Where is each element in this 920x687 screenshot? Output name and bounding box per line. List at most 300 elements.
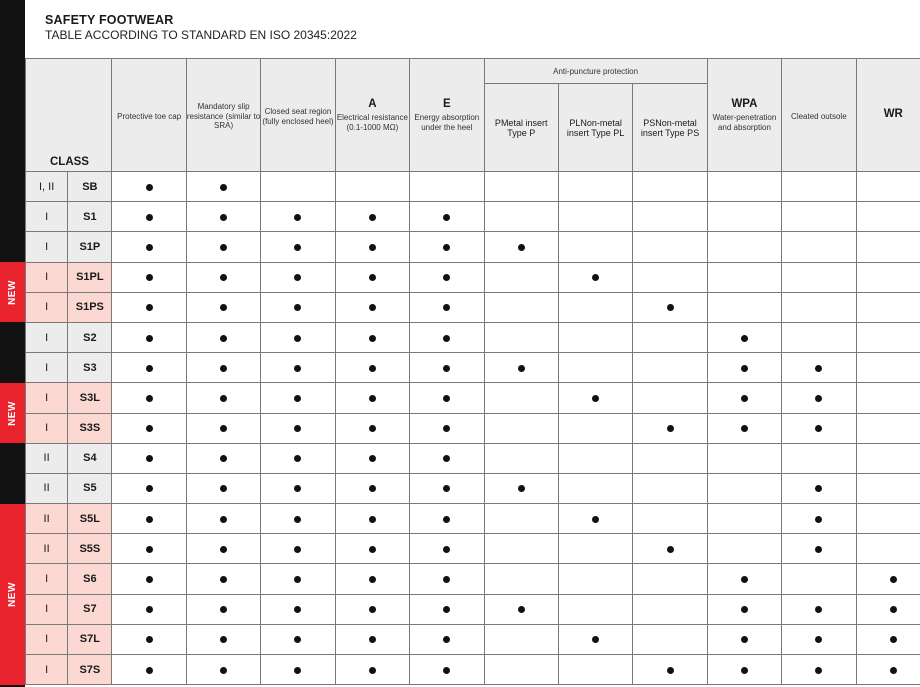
mark-cell <box>558 413 632 443</box>
class-label: CLASS <box>50 156 89 168</box>
table-row <box>26 262 920 292</box>
mark-cell <box>186 292 260 322</box>
filled-dot-icon <box>369 546 376 553</box>
mark-cell <box>856 443 920 473</box>
mark-cell <box>186 413 260 443</box>
mark-cell <box>112 232 186 262</box>
filled-dot-icon <box>146 455 153 462</box>
filled-dot-icon <box>146 636 153 643</box>
mark-cell <box>112 262 186 292</box>
mark-cell <box>558 232 632 262</box>
class-cell: I <box>26 292 68 322</box>
table-row <box>26 473 920 503</box>
mark-cell <box>558 594 632 624</box>
mark-cell <box>782 232 856 262</box>
filled-dot-icon <box>443 667 450 674</box>
mark-cell <box>335 655 409 685</box>
table-row <box>26 413 920 443</box>
mark-cell <box>633 202 707 232</box>
class-cell: I <box>26 564 68 594</box>
column-header: Closed seat region (fully enclosed heel) <box>261 59 335 172</box>
mark-cell <box>335 534 409 564</box>
class-cell: II <box>26 504 68 534</box>
mark-cell <box>112 322 186 352</box>
mark-cell <box>558 624 632 654</box>
mark-cell <box>261 172 335 202</box>
mark-cell <box>633 292 707 322</box>
mark-cell <box>410 413 484 443</box>
mark-cell <box>261 594 335 624</box>
filled-dot-icon <box>220 485 227 492</box>
mark-cell <box>856 172 920 202</box>
mark-cell <box>633 534 707 564</box>
mark-cell <box>707 594 781 624</box>
filled-dot-icon <box>220 516 227 523</box>
mark-cell <box>484 413 558 443</box>
mark-cell <box>410 594 484 624</box>
mark-cell <box>335 322 409 352</box>
mark-cell <box>782 504 856 534</box>
filled-dot-icon <box>220 546 227 553</box>
filled-dot-icon <box>369 425 376 432</box>
mark-cell <box>558 202 632 232</box>
mark-cell <box>261 262 335 292</box>
filled-dot-icon <box>369 636 376 643</box>
filled-dot-icon <box>443 274 450 281</box>
mark-cell <box>558 353 632 383</box>
mark-cell <box>856 262 920 292</box>
mark-cell <box>633 624 707 654</box>
category-cell: S3 <box>68 353 112 383</box>
mark-cell <box>261 564 335 594</box>
mark-cell <box>335 564 409 594</box>
mark-cell <box>484 624 558 654</box>
mark-cell <box>707 534 781 564</box>
filled-dot-icon <box>443 304 450 311</box>
filled-dot-icon <box>146 667 153 674</box>
filled-dot-icon <box>443 606 450 613</box>
filled-dot-icon <box>294 576 301 583</box>
filled-dot-icon <box>518 485 525 492</box>
mark-cell <box>558 473 632 503</box>
mark-cell <box>633 262 707 292</box>
filled-dot-icon <box>890 667 897 674</box>
page-title: SAFETY FOOTWEAR <box>45 13 174 27</box>
mark-cell <box>707 504 781 534</box>
category-cell: S3S <box>68 413 112 443</box>
table-row <box>26 353 920 383</box>
filled-dot-icon <box>741 395 748 402</box>
filled-dot-icon <box>443 516 450 523</box>
mark-cell <box>112 413 186 443</box>
mark-cell <box>633 473 707 503</box>
mark-cell <box>335 504 409 534</box>
mark-cell <box>410 443 484 473</box>
class-cell: I <box>26 202 68 232</box>
category-cell: S2 <box>68 322 112 352</box>
filled-dot-icon <box>220 244 227 251</box>
filled-dot-icon <box>443 485 450 492</box>
table-row <box>26 564 920 594</box>
filled-dot-icon <box>369 576 376 583</box>
mark-cell <box>633 504 707 534</box>
category-cell: S7 <box>68 594 112 624</box>
filled-dot-icon <box>369 274 376 281</box>
new-badge: NEW <box>7 400 18 426</box>
filled-dot-icon <box>146 365 153 372</box>
mark-cell <box>558 172 632 202</box>
mark-cell <box>856 322 920 352</box>
category-cell: S3L <box>68 383 112 413</box>
filled-dot-icon <box>815 365 822 372</box>
table-row <box>26 322 920 352</box>
mark-cell <box>633 383 707 413</box>
filled-dot-icon <box>294 335 301 342</box>
mark-cell <box>707 202 781 232</box>
mark-cell <box>707 655 781 685</box>
mark-cell <box>112 594 186 624</box>
mark-cell <box>707 292 781 322</box>
mark-cell <box>112 655 186 685</box>
filled-dot-icon <box>815 636 822 643</box>
mark-cell <box>856 473 920 503</box>
table-row <box>26 655 920 685</box>
mark-cell <box>633 232 707 262</box>
filled-dot-icon <box>443 395 450 402</box>
mark-cell <box>782 353 856 383</box>
page-header <box>45 13 357 43</box>
filled-dot-icon <box>815 395 822 402</box>
mark-cell <box>856 292 920 322</box>
mark-cell <box>112 292 186 322</box>
filled-dot-icon <box>294 365 301 372</box>
mark-cell <box>335 292 409 322</box>
mark-cell <box>558 655 632 685</box>
filled-dot-icon <box>294 455 301 462</box>
class-cell: I <box>26 262 68 292</box>
category-cell: S7L <box>68 624 112 654</box>
mark-cell <box>558 564 632 594</box>
mark-cell <box>707 564 781 594</box>
filled-dot-icon <box>294 485 301 492</box>
filled-dot-icon <box>815 606 822 613</box>
category-cell: S4 <box>68 443 112 473</box>
filled-dot-icon <box>443 636 450 643</box>
mark-cell <box>335 624 409 654</box>
mark-cell <box>782 564 856 594</box>
mark-cell <box>112 473 186 503</box>
class-cell: II <box>26 443 68 473</box>
filled-dot-icon <box>443 214 450 221</box>
mark-cell <box>261 383 335 413</box>
column-header: PMetal insert Type P <box>484 84 558 172</box>
filled-dot-icon <box>220 576 227 583</box>
table-row <box>26 172 920 202</box>
filled-dot-icon <box>369 485 376 492</box>
filled-dot-icon <box>294 636 301 643</box>
mark-cell <box>186 443 260 473</box>
filled-dot-icon <box>220 667 227 674</box>
mark-cell <box>335 353 409 383</box>
header-row-top <box>26 59 920 84</box>
mark-cell <box>410 353 484 383</box>
filled-dot-icon <box>220 184 227 191</box>
table-row <box>26 202 920 232</box>
mark-cell <box>707 443 781 473</box>
mark-cell <box>633 172 707 202</box>
mark-cell <box>707 322 781 352</box>
mark-cell <box>633 413 707 443</box>
mark-cell <box>484 202 558 232</box>
mark-cell <box>261 292 335 322</box>
mark-cell <box>186 262 260 292</box>
table-row <box>26 292 920 322</box>
mark-cell <box>186 202 260 232</box>
mark-cell <box>633 594 707 624</box>
filled-dot-icon <box>741 576 748 583</box>
mark-cell <box>707 353 781 383</box>
category-cell: SB <box>68 172 112 202</box>
mark-cell <box>558 383 632 413</box>
mark-cell <box>707 383 781 413</box>
mark-cell <box>186 353 260 383</box>
column-header: PLNon-metal insert Type PL <box>558 84 632 172</box>
filled-dot-icon <box>443 335 450 342</box>
filled-dot-icon <box>369 516 376 523</box>
class-cell: I <box>26 594 68 624</box>
table-row <box>26 534 920 564</box>
filled-dot-icon <box>146 274 153 281</box>
mark-cell <box>484 655 558 685</box>
mark-cell <box>261 413 335 443</box>
filled-dot-icon <box>815 667 822 674</box>
mark-cell <box>410 322 484 352</box>
mark-cell <box>112 443 186 473</box>
mark-cell <box>261 624 335 654</box>
mark-cell <box>410 383 484 413</box>
mark-cell <box>856 232 920 262</box>
mark-cell <box>782 534 856 564</box>
mark-cell <box>261 655 335 685</box>
mark-cell <box>335 473 409 503</box>
column-header: Cleated outsole <box>782 59 856 172</box>
mark-cell <box>484 292 558 322</box>
filled-dot-icon <box>815 546 822 553</box>
filled-dot-icon <box>518 606 525 613</box>
class-cell: I <box>26 353 68 383</box>
class-cell: II <box>26 534 68 564</box>
column-header: A Electrical resistance (0.1-1000 MΩ) <box>335 59 409 172</box>
filled-dot-icon <box>815 516 822 523</box>
mark-cell <box>856 504 920 534</box>
filled-dot-icon <box>294 244 301 251</box>
mark-cell <box>856 383 920 413</box>
filled-dot-icon <box>146 546 153 553</box>
category-cell: S7S <box>68 655 112 685</box>
filled-dot-icon <box>294 516 301 523</box>
filled-dot-icon <box>146 485 153 492</box>
mark-cell <box>484 353 558 383</box>
mark-cell <box>186 232 260 262</box>
mark-cell <box>335 383 409 413</box>
category-cell: S1P <box>68 232 112 262</box>
mark-cell <box>633 564 707 594</box>
filled-dot-icon <box>294 304 301 311</box>
mark-cell <box>261 202 335 232</box>
mark-cell <box>484 322 558 352</box>
mark-cell <box>633 322 707 352</box>
filled-dot-icon <box>220 304 227 311</box>
mark-cell <box>707 413 781 443</box>
table-row <box>26 624 920 654</box>
mark-cell <box>782 172 856 202</box>
mark-cell <box>707 262 781 292</box>
mark-cell <box>410 262 484 292</box>
mark-cell <box>335 202 409 232</box>
mark-cell <box>782 202 856 232</box>
category-cell: S5 <box>68 473 112 503</box>
mark-cell <box>261 353 335 383</box>
mark-cell <box>186 564 260 594</box>
class-cell: I <box>26 322 68 352</box>
mark-cell <box>558 262 632 292</box>
column-header: WR <box>856 59 920 172</box>
filled-dot-icon <box>443 244 450 251</box>
mark-cell <box>558 504 632 534</box>
filled-dot-icon <box>741 667 748 674</box>
mark-cell <box>261 322 335 352</box>
filled-dot-icon <box>518 365 525 372</box>
filled-dot-icon <box>220 455 227 462</box>
filled-dot-icon <box>294 546 301 553</box>
mark-cell <box>335 262 409 292</box>
mark-cell <box>335 443 409 473</box>
filled-dot-icon <box>146 395 153 402</box>
mark-cell <box>186 504 260 534</box>
filled-dot-icon <box>220 395 227 402</box>
mark-cell <box>410 564 484 594</box>
filled-dot-icon <box>369 335 376 342</box>
filled-dot-icon <box>220 335 227 342</box>
column-header: E Energy absorption under the heel <box>410 59 484 172</box>
class-cell: I <box>26 413 68 443</box>
mark-cell <box>782 262 856 292</box>
mark-cell <box>112 624 186 654</box>
mark-cell <box>112 202 186 232</box>
mark-cell <box>410 534 484 564</box>
mark-cell <box>856 413 920 443</box>
filled-dot-icon <box>815 425 822 432</box>
filled-dot-icon <box>220 606 227 613</box>
filled-dot-icon <box>667 425 674 432</box>
filled-dot-icon <box>890 606 897 613</box>
filled-dot-icon <box>667 546 674 553</box>
filled-dot-icon <box>369 365 376 372</box>
filled-dot-icon <box>592 636 599 643</box>
filled-dot-icon <box>220 425 227 432</box>
filled-dot-icon <box>146 244 153 251</box>
mark-cell <box>707 232 781 262</box>
mark-cell <box>186 322 260 352</box>
filled-dot-icon <box>667 304 674 311</box>
mark-cell <box>335 172 409 202</box>
filled-dot-icon <box>369 214 376 221</box>
column-header: Mandatory slip resistance (similar to SRA) <box>186 59 260 172</box>
mark-cell <box>856 534 920 564</box>
class-header <box>26 59 112 172</box>
mark-cell <box>633 655 707 685</box>
mark-cell <box>782 322 856 352</box>
mark-cell <box>112 534 186 564</box>
mark-cell <box>261 232 335 262</box>
mark-cell <box>112 353 186 383</box>
filled-dot-icon <box>592 274 599 281</box>
mark-cell <box>410 504 484 534</box>
mark-cell <box>261 504 335 534</box>
mark-cell <box>856 202 920 232</box>
table-row <box>26 232 920 262</box>
class-cell: I <box>26 232 68 262</box>
filled-dot-icon <box>443 576 450 583</box>
filled-dot-icon <box>890 576 897 583</box>
category-cell: S5S <box>68 534 112 564</box>
filled-dot-icon <box>220 274 227 281</box>
mark-cell <box>335 413 409 443</box>
filled-dot-icon <box>741 425 748 432</box>
mark-cell <box>186 383 260 413</box>
filled-dot-icon <box>443 455 450 462</box>
mark-cell <box>335 232 409 262</box>
mark-cell <box>186 172 260 202</box>
mark-cell <box>484 534 558 564</box>
class-cell: I <box>26 655 68 685</box>
mark-cell <box>410 473 484 503</box>
mark-cell <box>782 624 856 654</box>
filled-dot-icon <box>294 667 301 674</box>
mark-cell <box>186 655 260 685</box>
mark-cell <box>558 443 632 473</box>
filled-dot-icon <box>220 365 227 372</box>
filled-dot-icon <box>741 335 748 342</box>
safety-footwear-table <box>25 58 920 685</box>
mark-cell <box>261 443 335 473</box>
filled-dot-icon <box>815 485 822 492</box>
mark-cell <box>856 353 920 383</box>
column-header: WPA Water-penetration and absorption <box>707 59 781 172</box>
mark-cell <box>856 655 920 685</box>
mark-cell <box>261 473 335 503</box>
mark-cell <box>782 383 856 413</box>
filled-dot-icon <box>741 606 748 613</box>
mark-cell <box>633 353 707 383</box>
column-header: Protective toe cap <box>112 59 186 172</box>
mark-cell <box>782 443 856 473</box>
mark-cell <box>484 473 558 503</box>
mark-cell <box>410 172 484 202</box>
category-cell: S5L <box>68 504 112 534</box>
mark-cell <box>484 594 558 624</box>
category-cell: S1PS <box>68 292 112 322</box>
mark-cell <box>707 624 781 654</box>
filled-dot-icon <box>146 516 153 523</box>
class-cell: II <box>26 473 68 503</box>
filled-dot-icon <box>369 395 376 402</box>
table-row <box>26 594 920 624</box>
mark-cell <box>186 473 260 503</box>
mark-cell <box>186 534 260 564</box>
filled-dot-icon <box>369 606 376 613</box>
mark-cell <box>558 322 632 352</box>
